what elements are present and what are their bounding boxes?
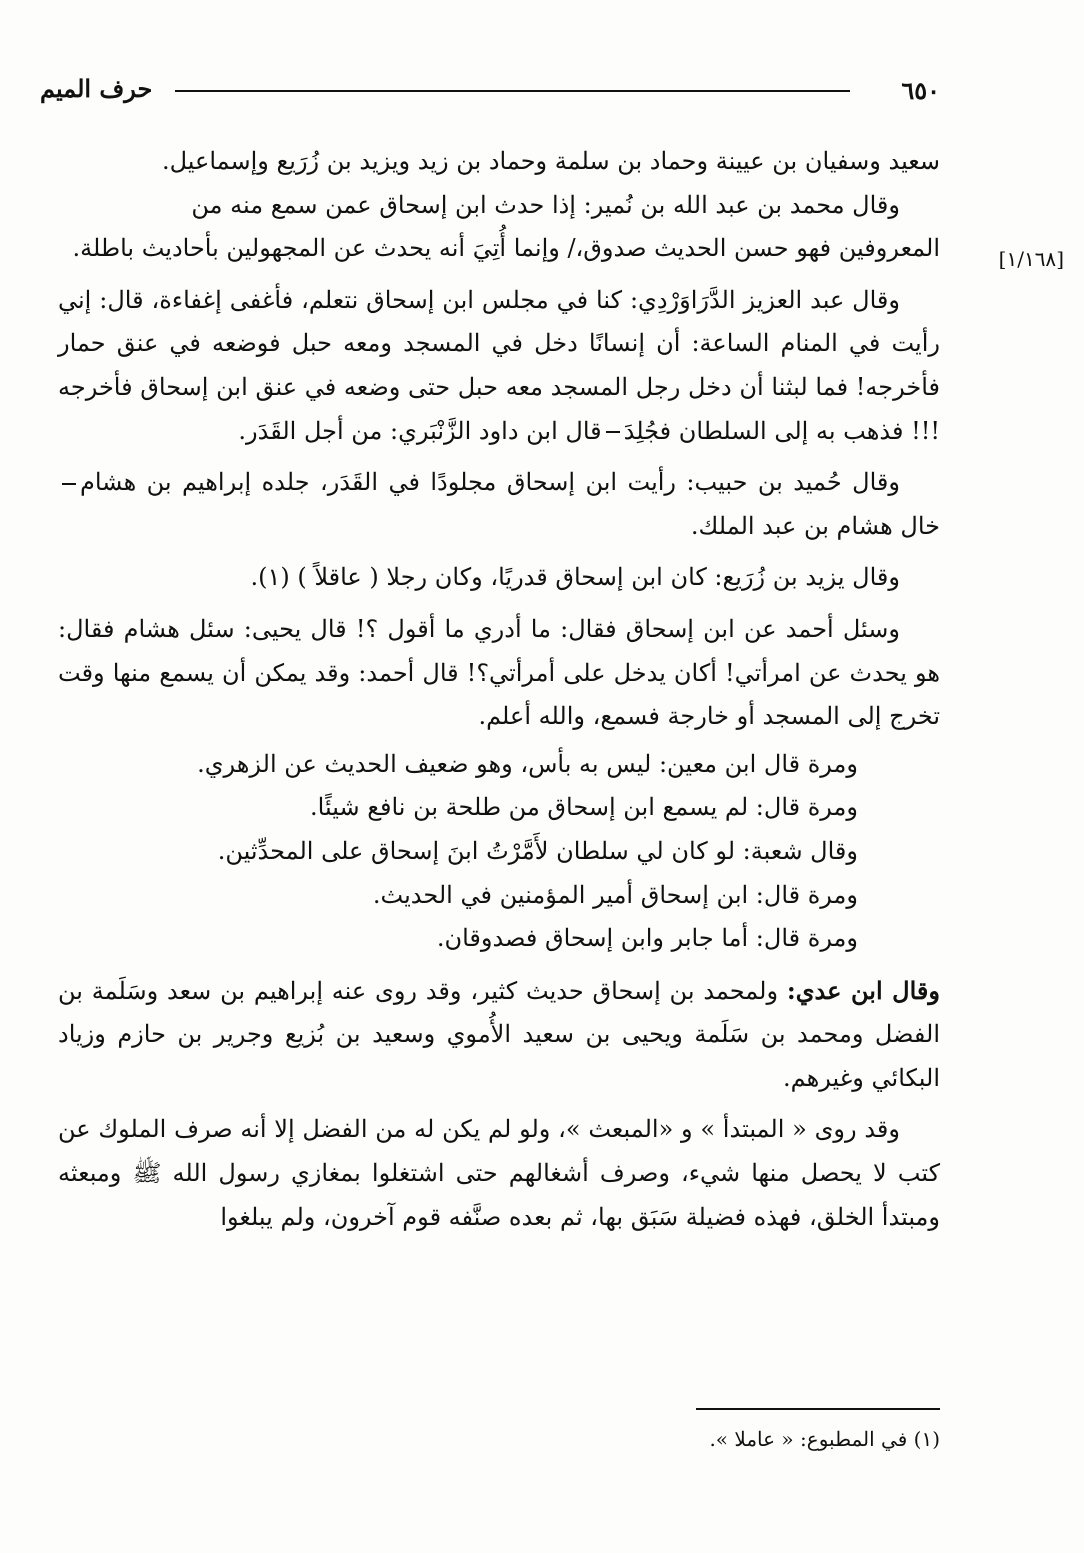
paragraph: المعروفين فهو حسن الحديث صدوق،/ وإنما أُتِيَ أنه يحدث عن المجهولين بأحاديث باطلة. [72, 234, 940, 263]
footnote-rule [696, 1408, 940, 1410]
page-header [40, 70, 940, 110]
paragraph: وقال يزيد بن زُرَيع: كان ابن إسحاق قدريًا، وكان رجلا ( عاقلاً ) (١). [250, 563, 900, 592]
paragraph: ومرة قال ابن معين: ليس به بأس، وهو ضعيف الحديث عن الزهري. [197, 749, 858, 778]
paragraph [58, 279, 940, 453]
paragraph-text: وقال عبد العزيز الدَّرَاوَرْدِي: كنا في مجلس ابن إسحاق نتعلم، فأغفى إغفاءة، قال: إني رأيت في المنام الساعة: أن إنسانًا دخل في المسجد ومعه حبل فوضعه في عنق حمار فأخرجه! فما لبثنا أن دخل رجل المسجد معه حبل حتى وضعه في عنق ابن إسحاق فأخرجه !!! فذهب به إلى السلطان فجُلِدَ [58, 285, 940, 445]
paragraph: وقد روى « المبتدأ » و «المبعث »، ولو لم يكن له من الفضل إلا أنه صرف الملوك عن كتب لا يحصل منها شيء، وصرف أشغالهم حتى اشتغلوا بمغازي رسول الله ﷺ ومبعثه ومبتدأ الخلق، فهذه فضيلة سَبَق بها، ثم بعده صنَّفه قوم آخرون، ولم يبلغوا [58, 1115, 941, 1231]
header-rule [175, 90, 850, 92]
footnote: (١) في المطبوع: « عاملا ». [709, 1427, 940, 1451]
chapter-title: حرف الميم [40, 74, 153, 103]
paragraph [58, 461, 940, 548]
dash-separator [62, 483, 76, 485]
paragraph: وقال محمد بن عبد الله بن نُمير: إذا حدث ابن إسحاق عمن سمع منه من [191, 190, 900, 219]
paragraph: وقال شعبة: لو كان لي سلطان لأَمَّرْتُ ابنَ إسحاق على المحدِّثين. [217, 836, 858, 865]
paragraph: ومرة قال: أما جابر وابن إسحاق فصدوقان. [436, 924, 858, 953]
main-text [58, 140, 940, 1239]
bold-lead: وقال ابن عدي: [786, 975, 940, 1005]
margin-reference: [١/١٦٨] [998, 247, 1064, 271]
paragraph-text: قال ابن داود الزَّنْبَري: من أجل القَدَر. [238, 416, 602, 445]
paragraph: ومرة قال: ابن إسحاق أمير المؤمنين في الحديث. [372, 880, 858, 909]
paragraph-text: خال هشام بن عبد الملك. [690, 511, 940, 540]
paragraph: ومرة قال: لم يسمع ابن إسحاق من طلحة بن نافع شيئًا. [310, 793, 858, 822]
page-number: ٦٥٠ [901, 76, 940, 105]
paragraph-text: ولمحمد بن إسحاق حديث كثير، وقد روى عنه إبراهيم بن سعد وسَلَمة بن الفضل ومحمد بن سَلَمة ويحيى بن سعيد الأُموي وسعيد بن بُزيع وجرير بن حازم وزياد البكائي وغيرهم. [58, 976, 940, 1092]
paragraph: سعيد وسفيان بن عيينة وحماد بن سلمة وحماد بن زيد ويزيد بن زُرَيع وإسماعيل. [161, 147, 940, 175]
dash-separator [606, 431, 620, 433]
paragraph: وسئل أحمد عن ابن إسحاق فقال: ما أدري ما أقول ؟! قال يحيى: سئل هشام فقال: هو يحدث عن امرأتي! أكان يدخل على أمرأتي؟! قال أحمد: وقد يمكن أن يسمع منها وقت تخرج إلى المسجد أو خارجة فسمع، والله أعلم. [58, 614, 940, 731]
paragraph [58, 969, 940, 1101]
paragraph-text: وقال حُميد بن حبيب: رأيت ابن إسحاق مجلودًا في القَدَر، جلده إبراهيم بن هشام [80, 468, 900, 497]
